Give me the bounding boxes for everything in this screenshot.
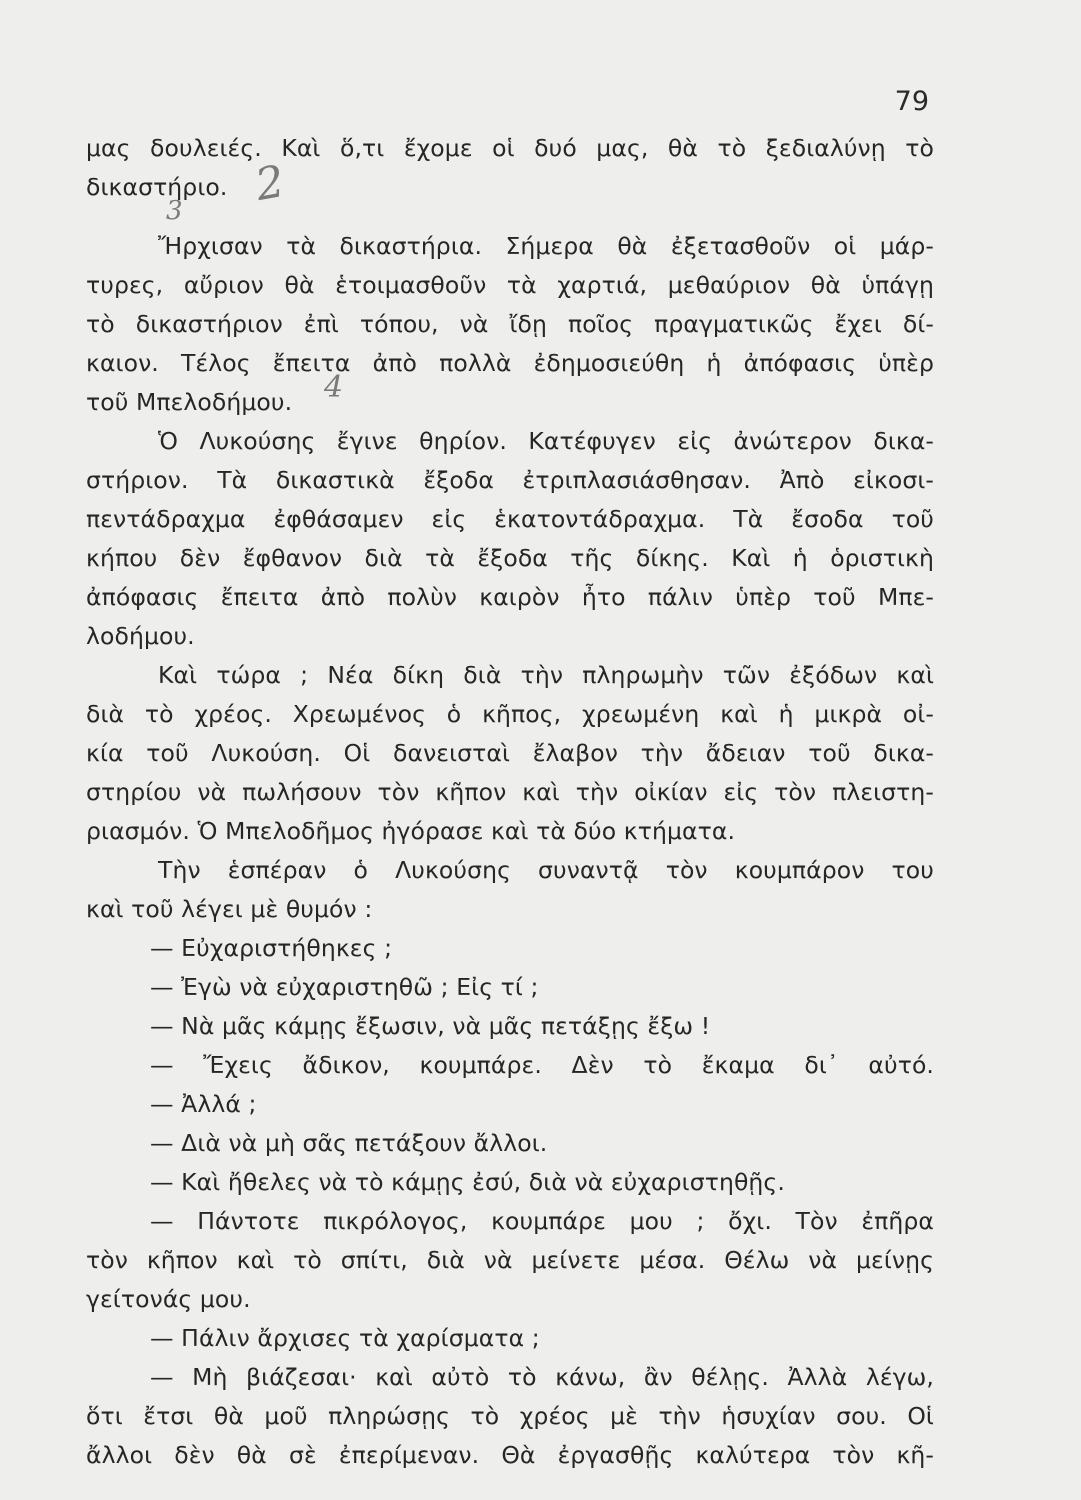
dialogue-line: — Πάλιν ἄρχισες τὰ χαρίσματα ; [150,1324,540,1352]
text-line: τὸ δικαστήριον ἐπὶ τόπου, νὰ ἴδῃ ποῖος πραγματικῶς ἔχει δί- [86,310,934,338]
dialogue-line: — Καὶ ἤθελες νὰ τὸ κάμῃς ἐσύ, διὰ νὰ εὐχαριστηθῇς. [150,1168,785,1196]
handwritten-mark-3: 3 [166,196,183,226]
dialogue-line: — Διὰ νὰ μὴ σᾶς πετάξουν ἄλλοι. [150,1129,548,1157]
text-line: λοδήμου. [86,622,195,650]
text-line: καιον. Τέλος ἔπειτα ἀπὸ πολλὰ ἐδημοσιεύθη ἡ ἀπόφασις ὑπὲρ [86,349,934,377]
text-line: στηρίου νὰ πωλήσουν τὸν κῆπον καὶ τὴν οἰκίαν εἰς τὸν πλειστη- [86,778,934,806]
page-number: 79 [894,86,929,117]
text-line: Ὁ Λυκούσης ἔγινε θηρίον. Κατέφυγεν εἰς ἀνώτερον δικα- [158,427,934,455]
text-line: μας δουλειές. Καὶ ὅ,τι ἔχομε οἱ δυό μας, θὰ τὸ ξεδιαλύνῃ τὸ [86,134,934,162]
text-line: κία τοῦ Λυκούση. Οἱ δανεισταὶ ἔλαβον τὴν ἄδειαν τοῦ δικα- [86,739,934,767]
text-line: τὸν κῆπον καὶ τὸ σπίτι, διὰ νὰ μείνετε μέσα. Θέλω νὰ μείνῃς [86,1246,934,1274]
text-line: Τὴν ἑσπέραν ὁ Λυκούσης συναντᾷ τὸν κουμπάρον του [158,856,934,884]
text-line: ριασμόν. Ὁ Μπελοδῆμος ἠγόρασε καὶ τὰ δύο κτήματα. [86,817,736,845]
dialogue-line: — Ἐγὼ νὰ εὐχαριστηθῶ ; Εἰς τί ; [150,973,539,1001]
dialogue-line: — Νὰ μᾶς κάμῃς ἔξωσιν, νὰ μᾶς πετάξῃς ἔξω ! [150,1012,711,1040]
text-line: τοῦ Μπελοδήμου. [86,388,293,416]
text-line: Ἤρχισαν τὰ δικαστήρια. Σήμερα θὰ ἐξετασθοῦν οἱ μάρ- [158,232,934,260]
text-line: δικαστήριο. [86,173,228,201]
text-line: πεντάδραχμα ἐφθάσαμεν εἰς ἑκατοντάδραχμα. Τὰ ἔσοδα τοῦ [86,505,934,533]
text-line: Καὶ τώρα ; Νέα δίκη διὰ τὴν πληρωμὴν τῶν ἐξόδων καὶ [158,661,934,689]
dialogue-line: — Εὐχαριστήθηκες ; [150,934,393,962]
handwritten-mark-4: 4 [324,370,344,405]
text-line: ὅτι ἔτσι θὰ μοῦ πληρώσῃς τὸ χρέος μὲ τὴν ἡσυχίαν σου. Οἱ [86,1402,934,1430]
text-line: ἀπόφασις ἔπειτα ἀπὸ πολὺν καιρὸν ἦτο πάλιν ὑπὲρ τοῦ Μπε- [86,583,934,611]
text-line: διὰ τὸ χρέος. Χρεωμένος ὁ κῆπος, χρεωμένη καὶ ἡ μικρὰ οἰ- [86,700,934,728]
dialogue-line: — Μὴ βιάζεσαι· καὶ αὐτὸ τὸ κάνω, ἂν θέλῃς. Ἀλλὰ λέγω, [150,1363,934,1391]
dialogue-line: — Ἀλλά ; [150,1090,257,1118]
dialogue-line: — Ἔχεις ἄδικον, κουμπάρε. Δὲν τὸ ἔκαμα δι᾿ αὐτό. [150,1051,934,1079]
text-line: κήπου δὲν ἔφθανον διὰ τὰ ἔξοδα τῆς δίκης. Καὶ ἡ ὁριστικὴ [86,544,934,572]
dialogue-line: — Πάντοτε πικρόλογος, κουμπάρε μου ; ὄχι. Τὸν ἐπῆρα [150,1207,934,1235]
text-line: γείτονάς μου. [86,1285,251,1313]
text-line: καὶ τοῦ λέγει μὲ θυμόν : [86,895,373,923]
handwritten-mark-2: 2 [251,155,289,212]
text-line: ἄλλοι δὲν θὰ σὲ ἐπερίμεναν. Θὰ ἐργασθῇς καλύτερα τὸν κῆ- [86,1441,934,1469]
text-line: στήριον. Τὰ δικαστικὰ ἔξοδα ἐτριπλασιάσθησαν. Ἀπὸ εἰκοσι- [86,466,934,494]
text-line: τυρες, αὔριον θὰ ἑτοιμασθοῦν τὰ χαρτιά, μεθαύριον θὰ ὑπάγῃ [86,271,934,299]
